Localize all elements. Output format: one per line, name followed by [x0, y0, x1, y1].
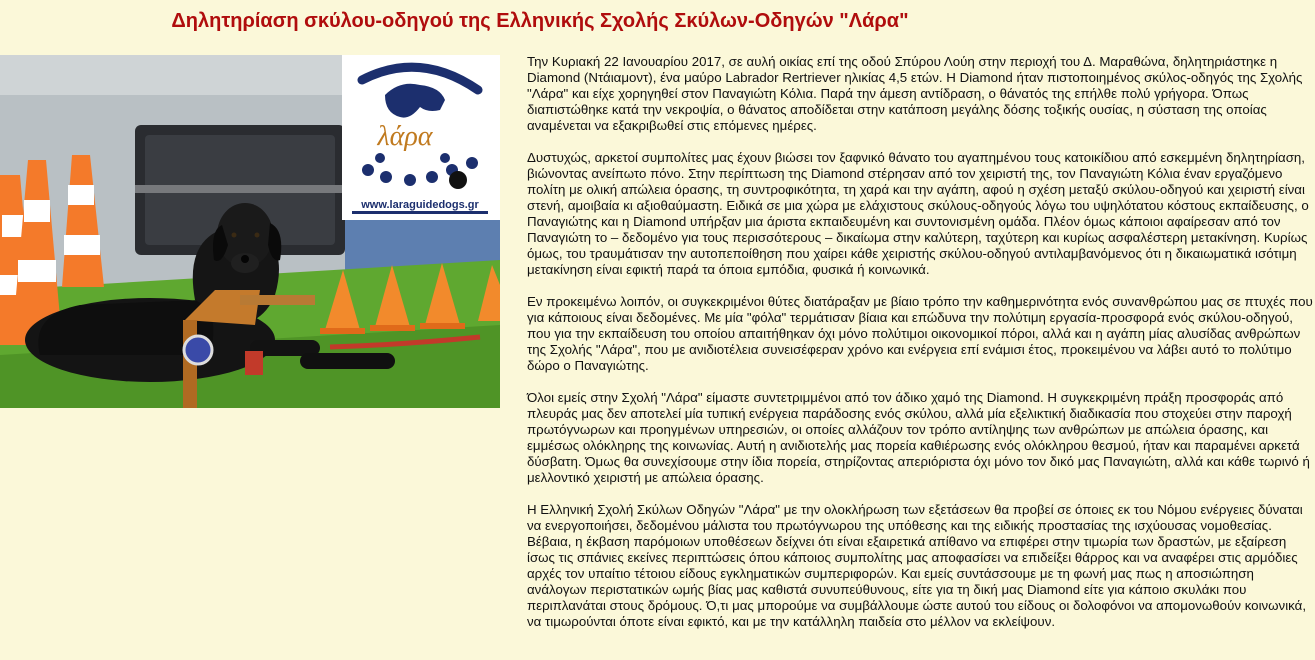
logo-script-text: λάρα [377, 121, 433, 152]
article-paragraph: Όλοι εμείς στην Σχολή "Λάρα" είμαστε συντετριμμένοι από τον άδικο χαμό της Diamond. Η συγκεκριμένη πράξη προσφοράς από πλευράς μας δεν αποτελεί μία τυπική ενέργεια παράδοσης ενός σκύλου, αλλά μία εξελικτική διαδικασία που στοχεύει στην παροχή πρωτόγνωρων και προηγμένων υπηρεσιών, οι οποίες αλλάζουν τον τρόπο αντίληψης των ανθρώπων με απώλεια όρασης, και εμμέσως ολόκληρης της κοινωνίας. Αυτή η ανιδιοτελής μας πορεία καθιέρωσης ενός ολόκληρου θεσμού, ήταν και παραμένει αρκετά δύσβατη. Όμως θα συνεχίσουμε στην ίδια πορεία, στηρίζοντας απεριόριστα όχι μόνο τον δικό μας Παναγιώτη, αλλά και κάθε τωρινό ή μελλοντικό χειριστή με απώλεια όρασης. [527, 390, 1310, 485]
page-title: Δηλητηρίαση σκύλου-οδηγού της Ελληνικής Σχολής Σκύλων-Οδηγών "Λάρα" [171, 10, 909, 32]
article-body [527, 54, 1315, 646]
article-photo [0, 55, 500, 408]
logo-url-text: www.laraguidedogs.gr [361, 199, 479, 211]
lara-logo [342, 55, 500, 220]
article-paragraph: Η Ελληνική Σχολή Σκύλων Οδηγών "Λάρα" με την ολοκλήρωση των εξετάσεων θα προβεί σε όποιες εκ του Νόμου ενέργειες δύναται να ενεργοποιήσει, δεδομένου μάλιστα του πρωτόγνωρου της υπόθεσης και της ειδικής προστασίας της ισχύουσας νομοθεσίας. Βέβαια, η έκβαση παρόμοιων υποθέσεων δείχνει ότι είναι εξαιρετικά απίθανο να επιφέρει στην τιμωρία των δραστών, με εξαίρεση ίσως τις σπάνιες εκείνες περιπτώσεις όπου κάποιος συμπολίτης μας αποφασίσει να επιδείξει θάρρος και να αναφέρει στις αρμόδιες αρχές τον υπαίτιο τέτοιου είδους εγκληματικών συμπεριφορών. Και εμείς συντάσσουμε με τη φωνή μας πως η αποσιώπηση ανάλογων περιστατικών ωμής βίας μας καθιστά συνυπεύθυνους, είτε για τη δική μας Diamond είτε για κάποιο σκυλάκι που περιπλανάται στους δρόμους. Ό,τι μας μπορούμε να συμβάλλουμε ώστε αυτού του είδους οι δολοφόνοι να απομονωθούν κοινωνικά, να τιμωρούνται όποτε είναι εφικτό, και με την κατάλληλη παιδεία στο μέλλον να εκλείψουν. [527, 502, 1307, 629]
article-paragraph: Εν προκειμένω λοιπόν, οι συγκεκριμένοι θύτες διατάραξαν με βίαιο τρόπο την καθημερινότητα ενός συνανθρώπου μας σε πτυχές που για κάποιους είναι δεδομένες. Με μία "φόλα" τερμάτισαν βίαια και επώδυνα την πολύτιμη εργασία-προσφορά ενός σκύλου-οδηγού, που για την εκπαίδευση του οποίου απαιτήθηκαν όχι μόνο πολύτιμοι οικονομικοί πόροι, αλλά και η αγάπη μίας αλυσίδας ανθρώπων της Σχολής "Λάρα", που με ανιδιοτέλεια συνεισέφεραν χρόνο και ενέργεια επί ενάμισι έτος, προκειμένου να λάβει αυτό το πολύτιμο δώρο ο Παναγιώτης. [527, 294, 1313, 373]
article-paragraph: Την Κυριακή 22 Ιανουαρίου 2017, σε αυλή οικίας επί της οδού Σπύρου Λούη στην περιοχή του Δ. Μαραθώνα, δηλητηριάστηκε η Diamond (Ντάιαμοντ), ένα μαύρο Labrador Rertriever ηλικίας 4,5 ετών. Η Diamond ήταν πιστοποιημένος σκύλος-οδηγός της Σχολής "Λάρα" και είχε χορηγηθεί στον Παναγιώτη Κόλια. Παρά την άμεση αντίδραση, ο θάνατός της επήλθε πολύ γρήγορα. Όπως διαπιστώθηκε κατά την νεκροψία, ο θάνατος αποδίδεται στην κατάποση μεγάλης δόσης τοξικής ουσίας, η σύσταση της οποίας αναμένεται να εξακριβωθεί στις επόμενες ημέρες. [527, 54, 1303, 133]
article-paragraph: Δυστυχώς, αρκετοί συμπολίτες μας έχουν βιώσει τον ξαφνικό θάνατο του αγαπημένου τους κατοικίδιου από εσκεμμένη δηλητηρίαση, βιώνοντας ανείπωτο πόνο. Στην περίπτωση της Diamond στέρησαν από τον χειριστή της, τον Παναγιώτη Κόλια έναν εργαζόμενο πολίτη με ολική απώλεια όρασης, τη συντροφικότητα, τη χαρά και την αγάπη, αφού η σχέση μεταξύ σκύλου-οδηγού και χειριστή είναι στενή, αμοιβαία κι αξιοθαύμαστη. Ειδικά σε μια χώρα με ελάχιστους σκύλους-οδηγούς λόγω του υψηλότατου κόστους εκπαίδευσης, ο Παναγιώτης και η Diamond υπήρξαν μια άριστα εκπαιδευμένη και συντονισμένη ομάδα. Πλέον όμως κάποιοι αφαίρεσαν από τον Παναγιώτη το – δεδομένο για τους περισσότερους – δικαίωμα στην καλύτερη, ταχύτερη και κυρίως ασφαλέστερη μετακίνηση. Κυρίως όμως, του τραυμάτισαν την αυτοπεποίθηση που χαίρει κάθε χειριστής σκύλου-οδηγού αντιλαμβανόμενος ότι η δικαιωματικά ισότιμη μετακίνηση είναι εφικτή παρά τα όποια εμπόδια, φυσικά ή κοινωνικά. [527, 150, 1309, 277]
